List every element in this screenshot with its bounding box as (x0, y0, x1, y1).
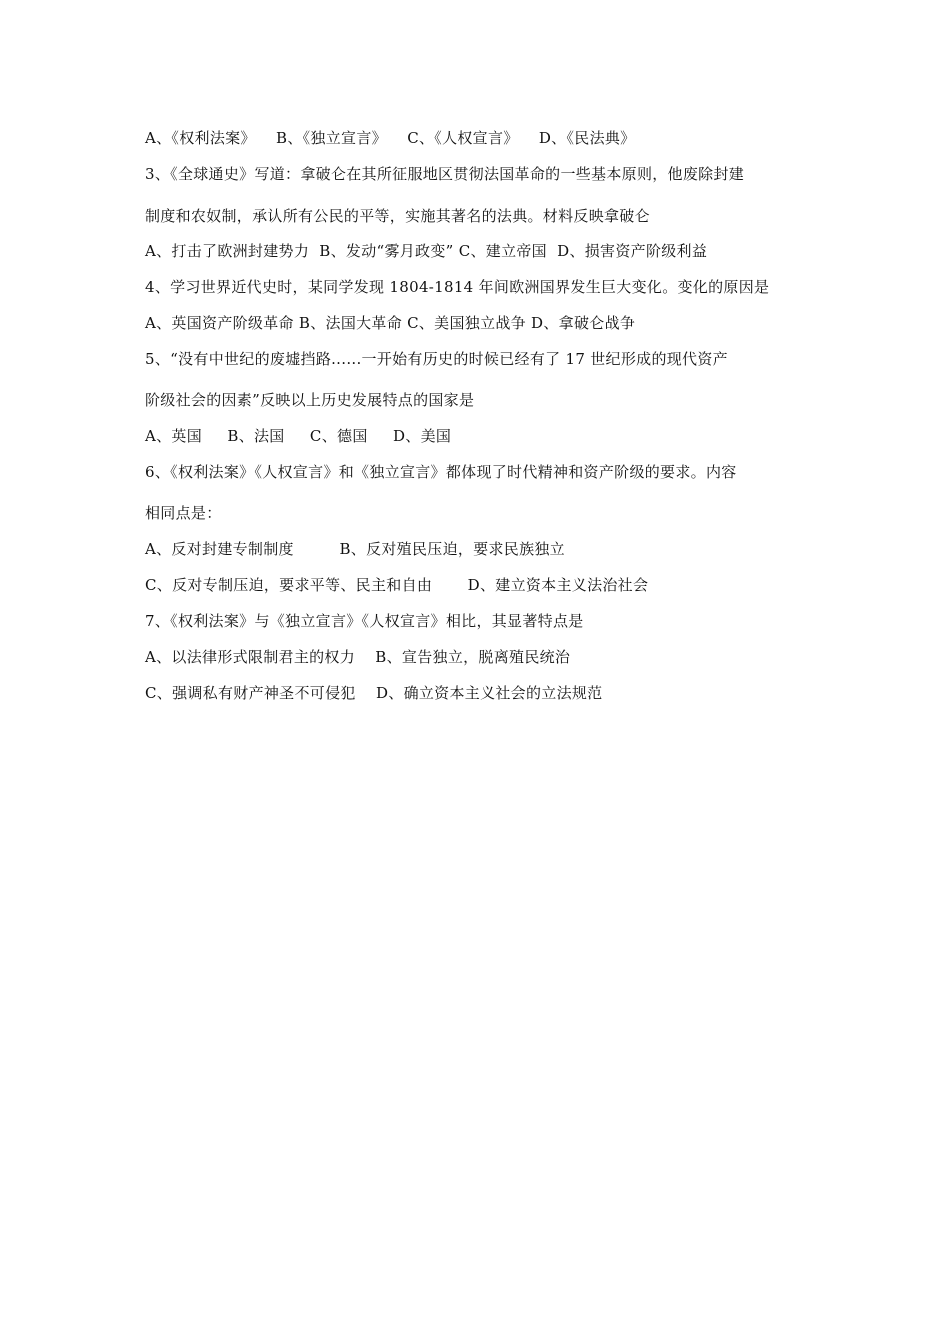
q5-stem-line2: 阶级社会的因素”反映以上历史发展特点的国家是 (145, 391, 475, 409)
q7-stem: 7、《权利法案》与《独立宣言》《人权宣言》相比，其显著特点是 (145, 612, 584, 630)
q5-stem-line1: 5、“没有中世纪的废墟挡路......一开始有历史的时候已经有了 17 世纪形成的现代资产 (145, 350, 728, 368)
q4-stem: 4、学习世界近代史时，某同学发现 1804-1814 年间欧洲国界发生巨大变化。变化的原因是 (145, 278, 770, 296)
q6-options-ab: A、反对封建专制制度 B、反对殖民压迫，要求民族独立 (145, 540, 565, 558)
q6-stem-line2: 相同点是： (145, 504, 222, 522)
q3-stem-line2: 制度和农奴制，承认所有公民的平等，实施其著名的法典。材料反映拿破仑 (145, 207, 650, 225)
q7-options-cd: C、强调私有财产神圣不可侵犯 D、确立资本主义社会的立法规范 (145, 684, 603, 702)
q6-options-cd: C、反对专制压迫，要求平等、民主和自由 D、建立资本主义法治社会 (145, 576, 649, 594)
q3-options: A、打击了欧洲封建势力 B、发动“雾月政变” C、建立帝国 D、损害资产阶级利益 (145, 242, 708, 260)
q6-stem-line1: 6、《权利法案》《人权宣言》和《独立宣言》都体现了时代精神和资产阶级的要求。内容 (145, 463, 737, 481)
q2-options: A、《权利法案》 B、《独立宣言》 C、《人权宣言》 D、《民法典》 (145, 129, 636, 147)
q7-options-ab: A、以法律形式限制君主的权力 B、宣告独立，脱离殖民统治 (145, 648, 571, 666)
q5-options: A、英国 B、法国 C、德国 D、美国 (145, 427, 452, 445)
q4-options: A、英国资产阶级革命 B、法国大革命 C、美国独立战争 D、拿破仑战争 (145, 314, 636, 332)
q3-stem-line1: 3、《全球通史》写道：拿破仑在其所征服地区贯彻法国革命的一些基本原则，他废除封建 (145, 165, 745, 183)
